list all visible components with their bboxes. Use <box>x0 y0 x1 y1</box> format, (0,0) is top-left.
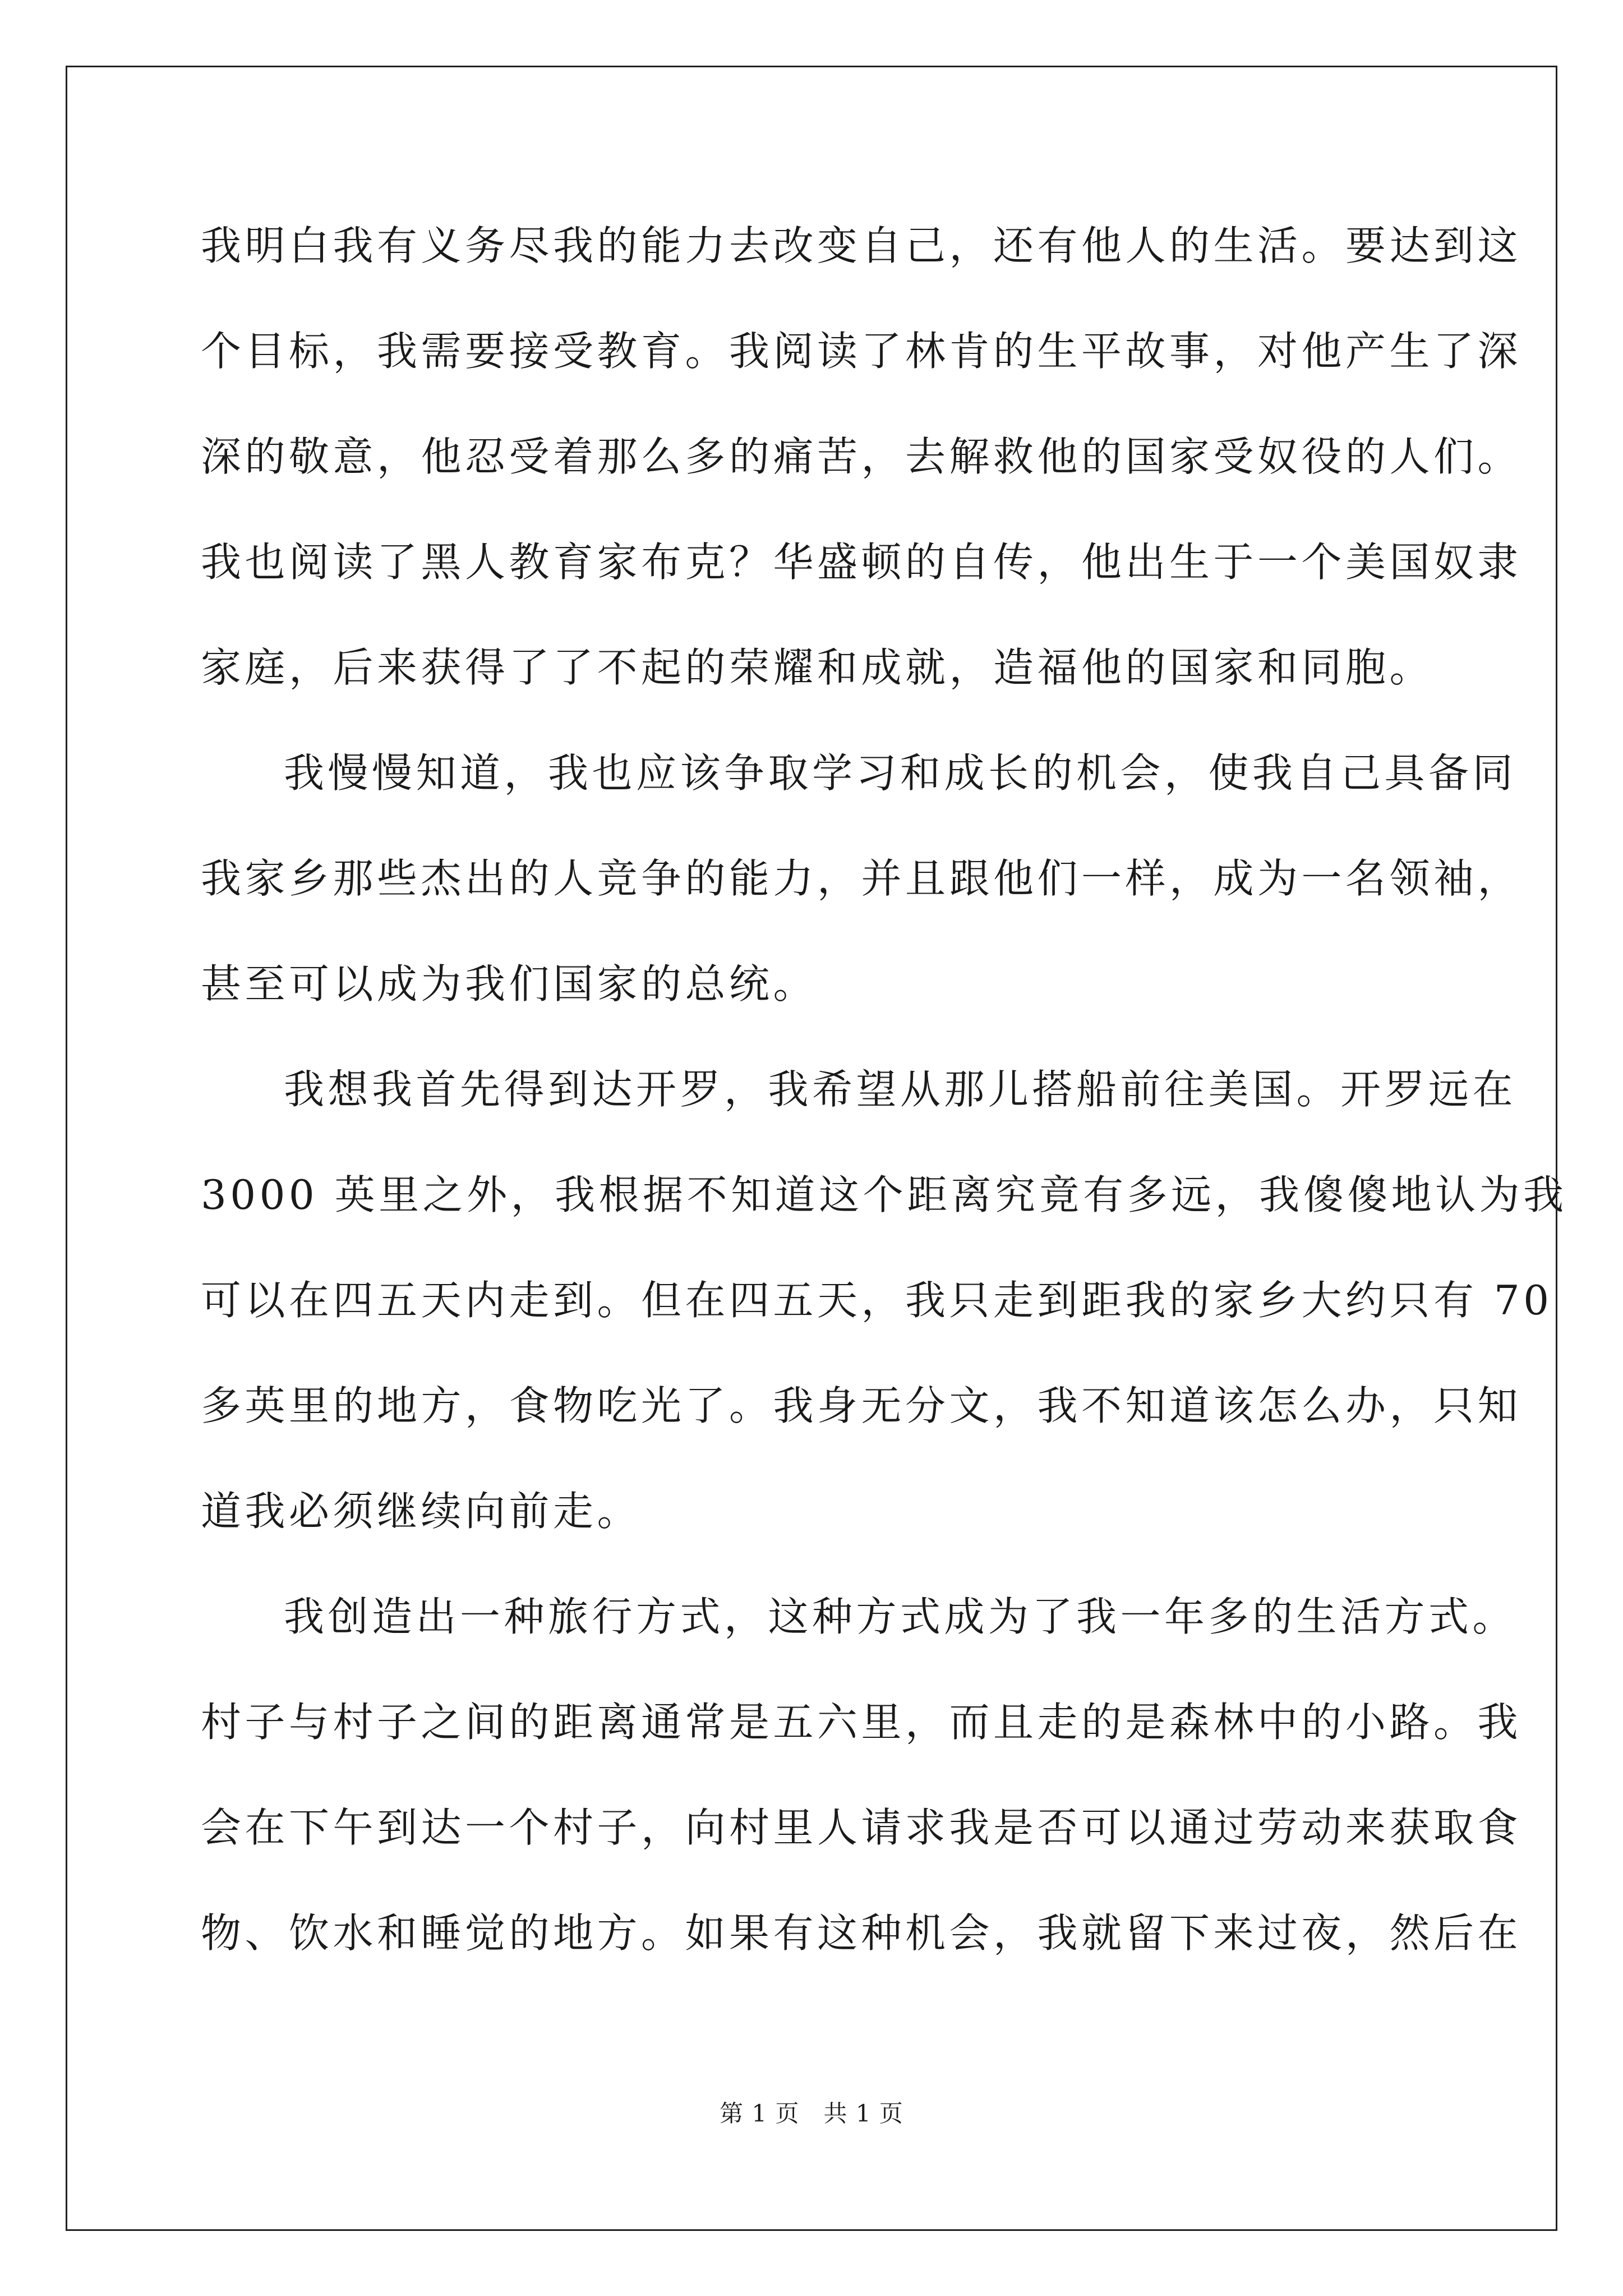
text-line: 家庭，后来获得了了不起的荣耀和成就，造福他的国家和同胞。 <box>201 644 1434 691</box>
text-line: 3000 英里之外，我根据不知道这个距离究竟有多远，我傻傻地认为我 <box>201 1171 1567 1218</box>
text-line: 我也阅读了黑人教育家布克？华盛顿的自传，他出生于一个美国奴隶 <box>201 539 1522 586</box>
text-line: 会在下午到达一个村子，向村里人请求我是否可以通过劳动来获取食 <box>201 1804 1522 1851</box>
text-line: 可以在四五天内走到。但在四五天，我只走到距我的家乡大约只有 70 <box>201 1277 1553 1324</box>
text-line: 深的敬意，他忍受着那么多的痛苦，去解救他的国家受奴役的人们。 <box>201 433 1522 480</box>
text-line: 我慢慢知道，我也应该争取学习和成长的机会，使我自己具备同 <box>284 749 1517 797</box>
page-footer: 第 1 页 共 1 页 <box>720 2100 903 2127</box>
text-line: 我家乡那些杰出的人竞争的能力，并且跟他们一样，成为一名领袖， <box>201 855 1522 902</box>
text-line: 个目标，我需要接受教育。我阅读了林肯的生平故事，对他产生了深 <box>201 328 1522 375</box>
text-line: 我想我首先得到达开罗，我希望从那儿搭船前往美国。开罗远在 <box>284 1066 1517 1113</box>
document-body <box>201 212 1567 2005</box>
text-line: 村子与村子之间的距离通常是五六里，而且走的是森林中的小路。我 <box>201 1699 1522 1746</box>
text-line: 我明白我有义务尽我的能力去改变自己，还有他人的生活。要达到这 <box>201 222 1522 269</box>
text-line: 我创造出一种旅行方式，这种方式成为了我一年多的生活方式。 <box>284 1593 1517 1640</box>
text-line: 物、饮水和睡觉的地方。如果有这种机会，我就留下来过夜，然后在 <box>201 1910 1522 1957</box>
text-line: 甚至可以成为我们国家的总统。 <box>201 960 818 1007</box>
text-line: 道我必须继续向前走。 <box>201 1488 642 1535</box>
text-line: 多英里的地方，食物吃光了。我身无分文，我不知道该怎么办，只知 <box>201 1382 1522 1429</box>
